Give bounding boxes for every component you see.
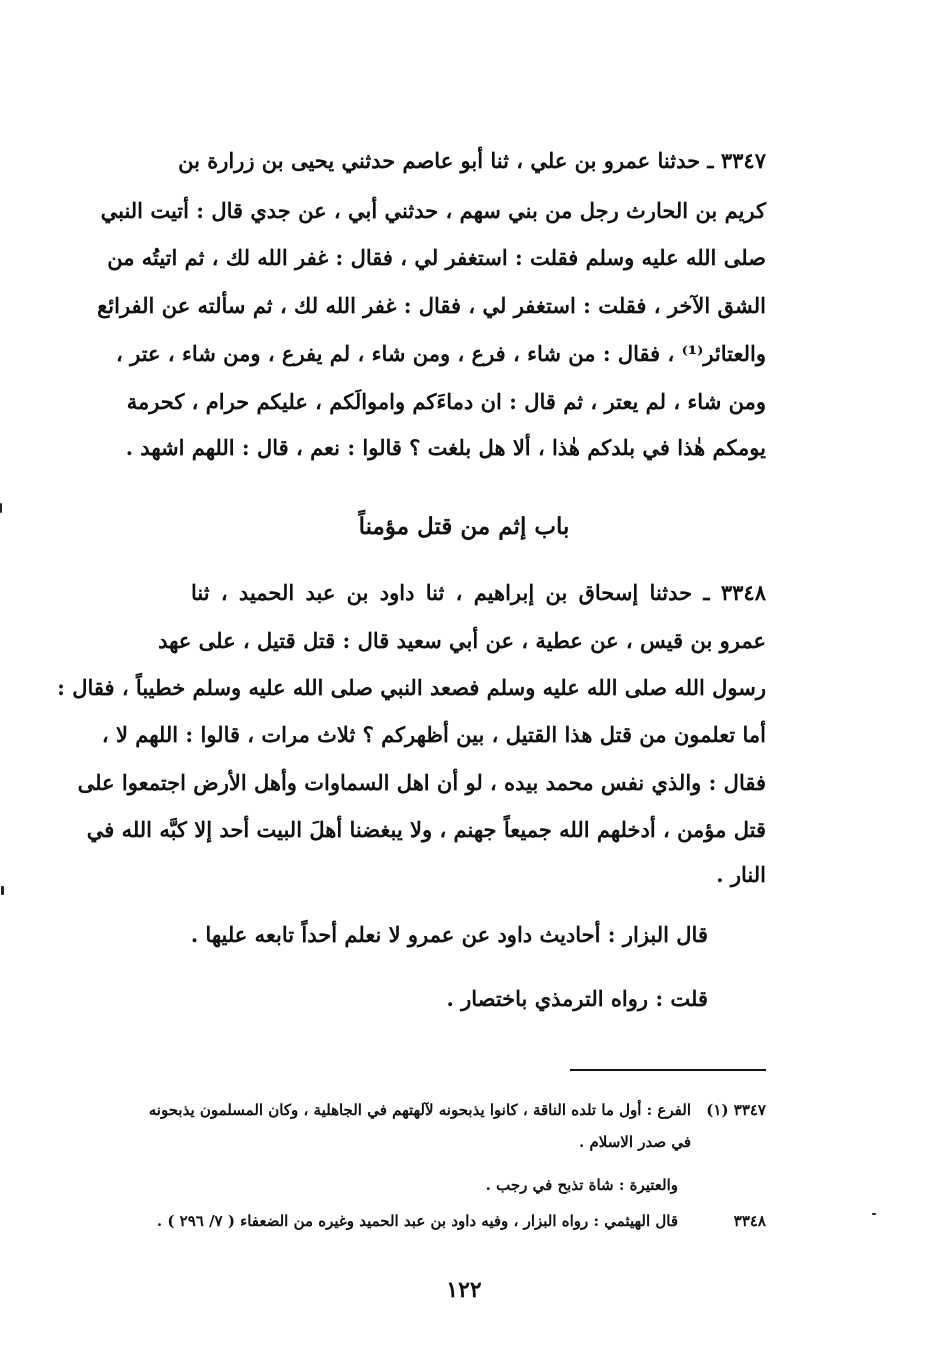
hadith-3347-line-3: صلى الله عليه وسلم فقلت : استغفر لي ، فقال : غفر الله لك ، ثم اتيتُه من — [107, 245, 766, 270]
hadith-3347-line-1: ٣٣٤٧ ـ حدثنا عمرو بن علي ، ثنا أبو عاصم حدثني يحيى بن زرارة بن — [178, 148, 766, 173]
footnote-3347-line-2: في صدر الاسلام . — [579, 1133, 691, 1151]
hadith-3348-line-7: النار . — [716, 862, 766, 887]
footnote-3348-number: ٣٣٤٨ — [733, 1212, 766, 1230]
hadith-3348-line-6: قتل مؤمن ، أدخلهم الله جميعاً جهنم ، ولا يبغضنا أهلَ البيت أحد إلا كبَّه الله في — [86, 817, 766, 842]
qultu-note: قلت : رواه الترمذي باختصار . — [446, 986, 708, 1011]
hadith-3347-line-6: ومن شاء ، لم يعتر ، ثم قال : ان دماءَكم واموالَكم ، عليكم حرام ، كحرمة — [126, 389, 766, 414]
footnote-divider — [570, 1069, 766, 1071]
scan-speck — [872, 1213, 876, 1215]
hadith-3347-line-4: الشق الآخر ، فقلت : استغفر لي ، فقال : غفر الله لك ، ثم سألته عن الفرائع — [97, 293, 766, 318]
footnote-3348-line-1: قال الهيثمي : رواه البزار ، وفيه داود بن عبد الحميد وغيره من الضعفاء ( ٧/ ٢٩٦ ) . — [156, 1212, 678, 1230]
hadith-3347-line-2: كريم بن الحارث رجل من بني سهم ، حدثني أبي ، عن جدي قال : أتيت النبي — [100, 198, 766, 223]
bazzar-note: قال البزار : أحاديث داود عن عمرو لا نعلم أحداً تابعه عليها . — [190, 922, 708, 947]
footnote-3347-line-3: والعتيرة : شاة تذبح في رجب . — [485, 1176, 678, 1194]
footnote-3347-number: ٣٣٤٧ (١) — [706, 1101, 766, 1119]
scan-speck — [0, 503, 2, 513]
hadith-3348-line-5: فقال : والذي نفس محمد بيده ، لو أن اهل السماوات وأهل الأرض اجتمعوا على — [77, 770, 766, 795]
hadith-3348-line-4: أما تعلمون من قتل هذا القتيل ، بين أظهركم ؟ ثلاث مرات ، قالوا : اللهم لا ، — [101, 722, 766, 747]
hadith-3347-line-5: والعتائر⁽¹⁾ ، فقال : من شاء ، فرع ، ومن شاء ، لم يفرع ، ومن شاء ، عتر ، — [116, 341, 766, 366]
scan-speck — [1, 886, 4, 895]
hadith-3347-line-7: يومكم هٰذا في بلدكم هٰذا ، ألا هل بلغت ؟ قالوا : نعم ، قال : اللهم اشهد . — [125, 435, 766, 460]
page-number: ١٢٢ — [446, 1277, 482, 1303]
hadith-3348-line-3: رسول الله صلى الله عليه وسلم فصعد النبي صلى الله عليه وسلم خطيباً ، فقال : — [57, 675, 766, 700]
footnote-3347-line-1: الفرع : أول ما تلده الناقة ، كانوا يذبحونه لآلهتهم في الجاهلية ، وكان المسلمون يذبحونه — [148, 1101, 691, 1119]
hadith-3348-line-1: ٣٣٤٨ ـ حدثنا إسحاق بن إبراهيم ، ثنا داود بن عبد الحميد ، ثنا — [191, 580, 766, 605]
hadith-3348-line-2: عمرو بن قيس ، عن عطية ، عن أبي سعيد قال : قتل قتيل ، على عهد — [158, 628, 766, 653]
section-title: باب إثم من قتل مؤمناً — [358, 513, 570, 540]
